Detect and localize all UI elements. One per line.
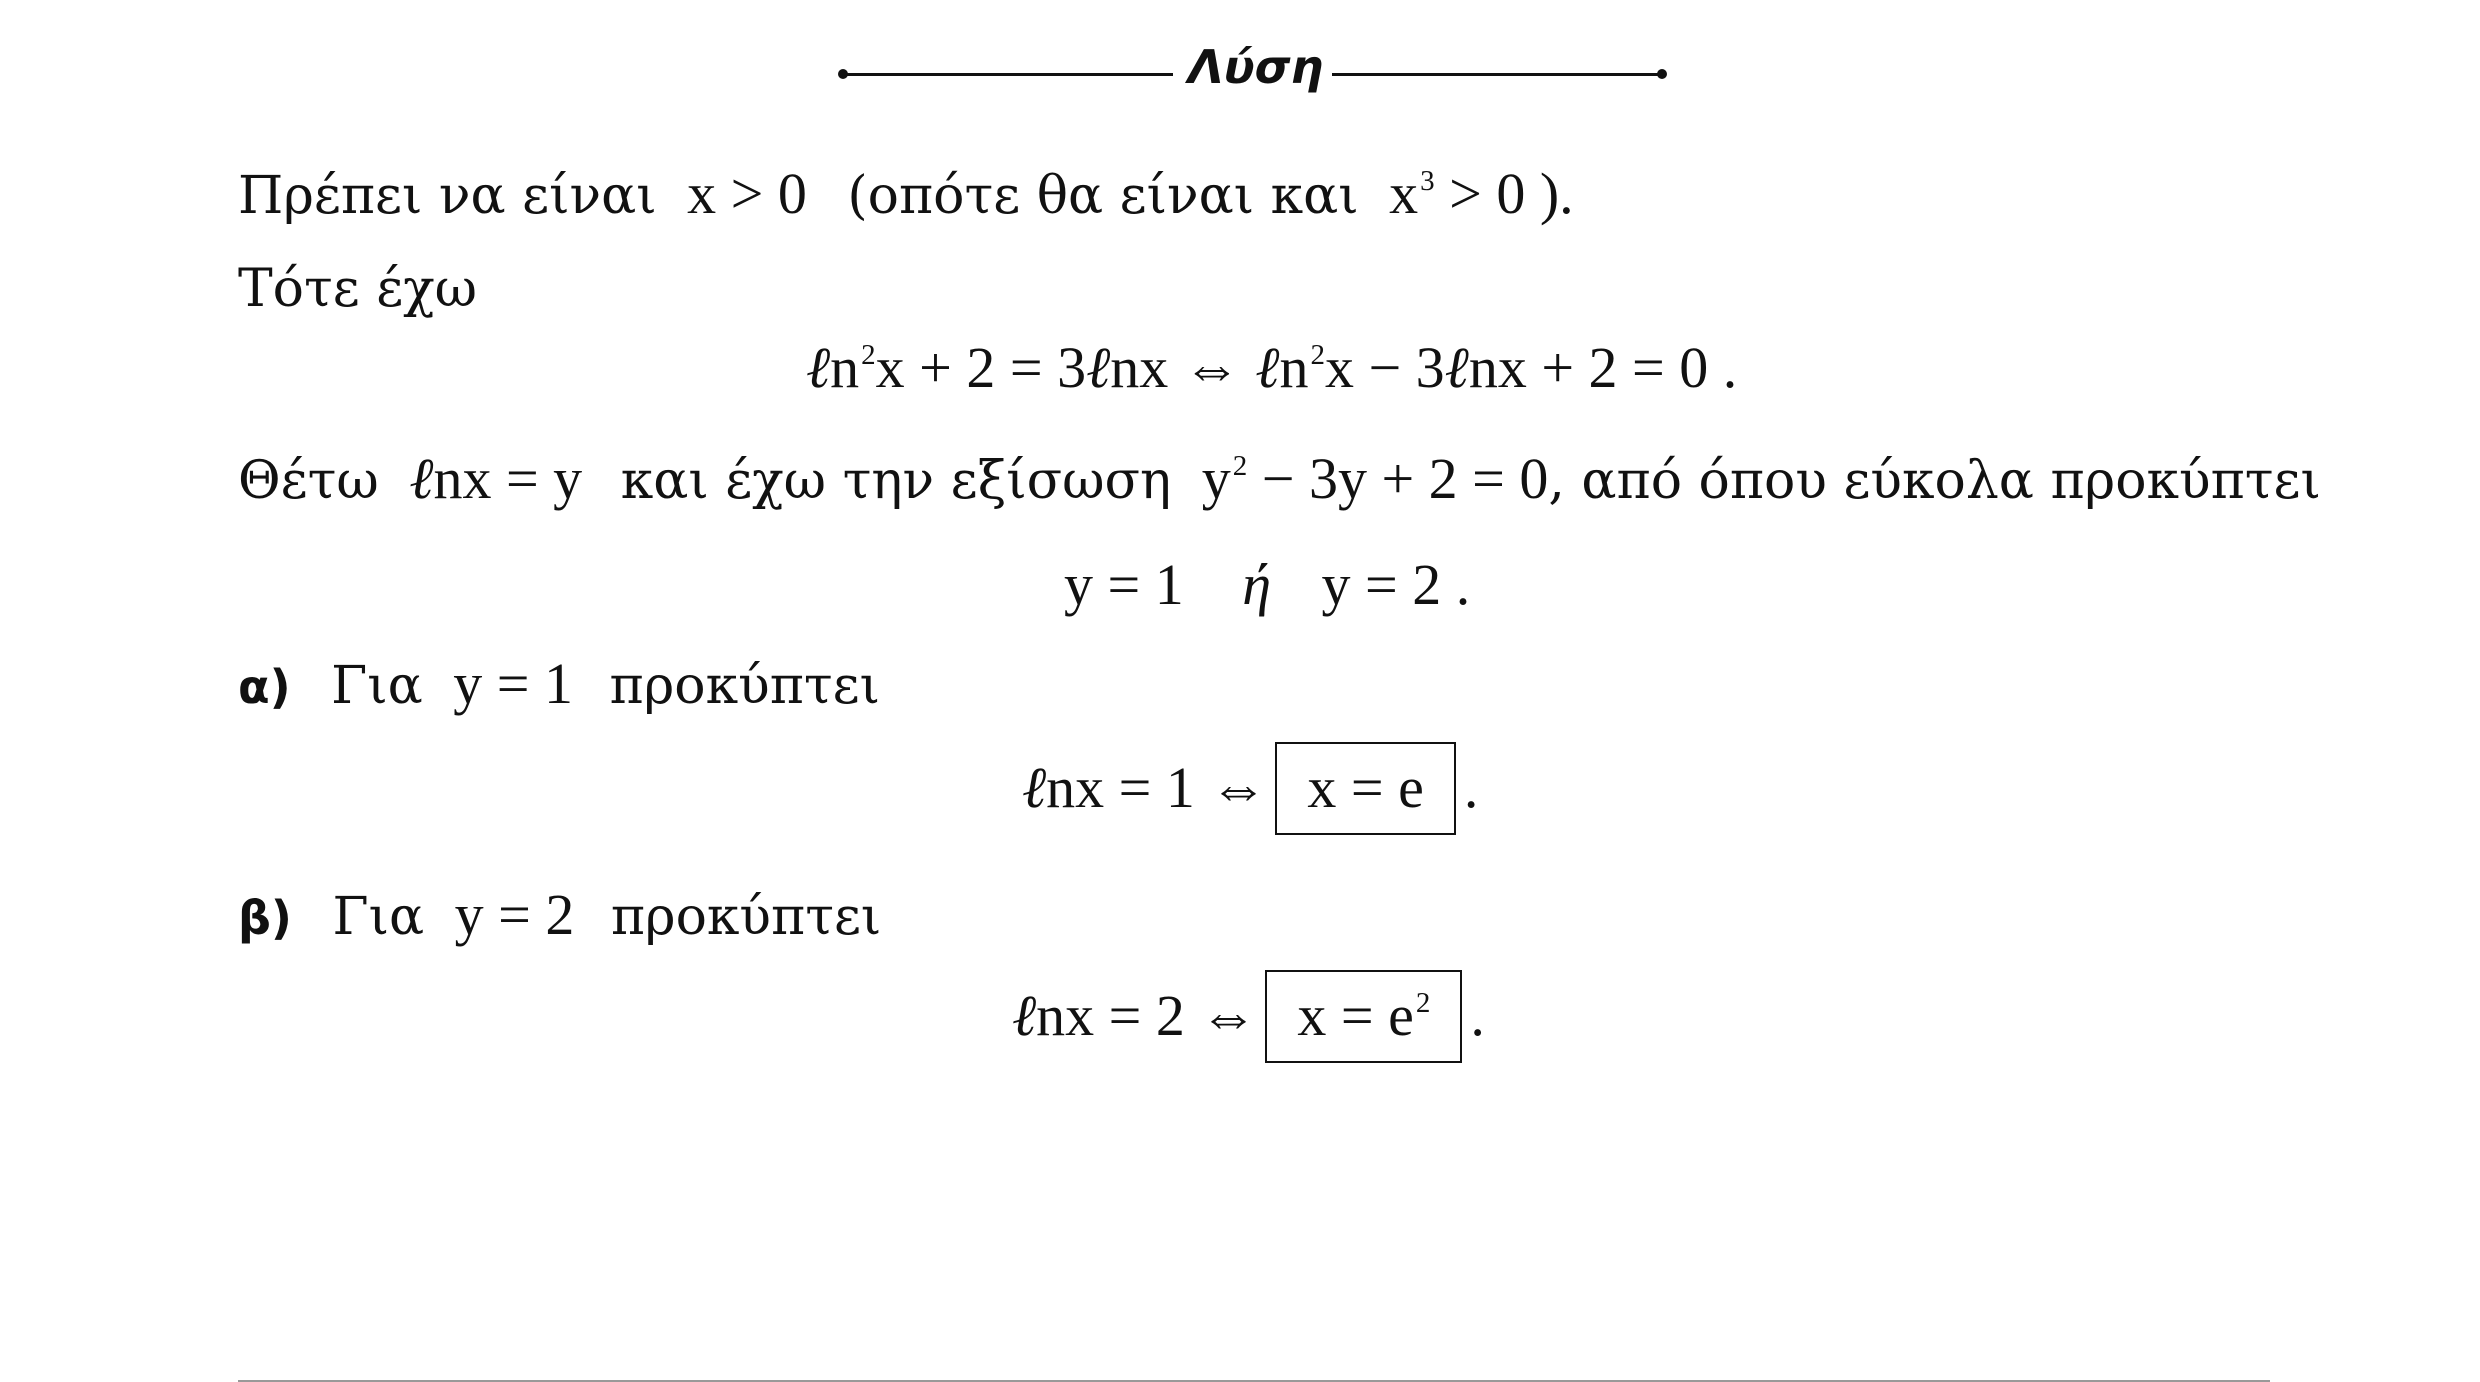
- text: Θέτω: [238, 451, 379, 511]
- boxed-answer: [1265, 970, 1462, 1063]
- math-expression: y = 2: [454, 882, 575, 947]
- math-rest: − 3y + 2 = 0: [1247, 446, 1549, 511]
- text: Για: [332, 887, 425, 947]
- text: , από όπου εύκολα προκύπτει: [1548, 451, 2321, 511]
- superscript: 2: [1232, 449, 1248, 482]
- line-condition: [238, 161, 1574, 226]
- header-title: Λύση: [1188, 40, 1324, 94]
- math-part: y = 1: [1064, 552, 1184, 617]
- ell-symbol: ℓ: [1086, 335, 1111, 400]
- math-expression: [1202, 446, 1549, 511]
- text: και έχω την εξίσωση: [620, 451, 1172, 511]
- superscript: 2: [861, 338, 876, 371]
- math-rest: > 0 ).: [1434, 161, 1574, 226]
- header-right-dot: [1657, 69, 1667, 79]
- equation-1: [806, 334, 1737, 401]
- math-part: nx = 1 ⇔: [1046, 755, 1268, 820]
- math-expression: x > 0: [687, 161, 807, 226]
- ell-symbol: ℓ: [1255, 335, 1280, 400]
- math-part: nx = 2 ⇔: [1036, 983, 1258, 1048]
- case-b-line: [238, 882, 882, 947]
- text: Για: [331, 656, 423, 716]
- math-part: y = 2 .: [1321, 552, 1471, 617]
- header-right-line: [1332, 73, 1662, 76]
- math-part: nx ⇔: [1110, 335, 1256, 400]
- math-part: n: [1279, 335, 1309, 400]
- math-base: y: [1201, 446, 1231, 511]
- ell-symbol: ℓ: [1022, 755, 1047, 820]
- boxed-answer: x = e: [1275, 742, 1455, 835]
- math-part: x + 2 = 3: [875, 335, 1087, 400]
- math-part: nx = y: [433, 446, 583, 511]
- period: .: [1470, 983, 1485, 1048]
- case-label: α): [238, 660, 291, 714]
- ell-symbol: ℓ: [1444, 335, 1469, 400]
- math-base: x: [1389, 161, 1419, 226]
- ell-symbol: ℓ: [806, 335, 831, 400]
- math-expression: [409, 446, 582, 511]
- ell-symbol: ℓ: [409, 446, 434, 511]
- case-label: β): [238, 891, 292, 945]
- math-expression: [1389, 161, 1574, 226]
- header-left-line: [843, 73, 1173, 76]
- ell-symbol: ℓ: [1012, 983, 1037, 1048]
- case-a-line: [238, 651, 880, 716]
- math-part: nx + 2 = 0 .: [1468, 335, 1738, 400]
- text: Πρέπει να είναι: [238, 166, 657, 226]
- equation-2: [1064, 551, 1470, 618]
- math-part: n: [830, 335, 860, 400]
- superscript: 2: [1310, 338, 1325, 371]
- text: προκύπτει: [609, 656, 880, 716]
- or-word: ή: [1242, 552, 1271, 617]
- superscript: 2: [1415, 986, 1431, 1019]
- case-a-equation: [1022, 742, 1478, 835]
- text: προκύπτει: [610, 887, 882, 947]
- period: .: [1463, 755, 1479, 820]
- text: (οπότε θα είναι και: [847, 166, 1359, 226]
- case-b-equation: [1012, 970, 1485, 1063]
- superscript: 3: [1420, 164, 1435, 197]
- math-expression: y = 1: [453, 651, 574, 716]
- line-then: Τότε έχω: [238, 259, 478, 319]
- math-base: x = e: [1297, 983, 1414, 1048]
- math-part: x − 3: [1324, 335, 1445, 400]
- line-substitution: [238, 446, 2321, 511]
